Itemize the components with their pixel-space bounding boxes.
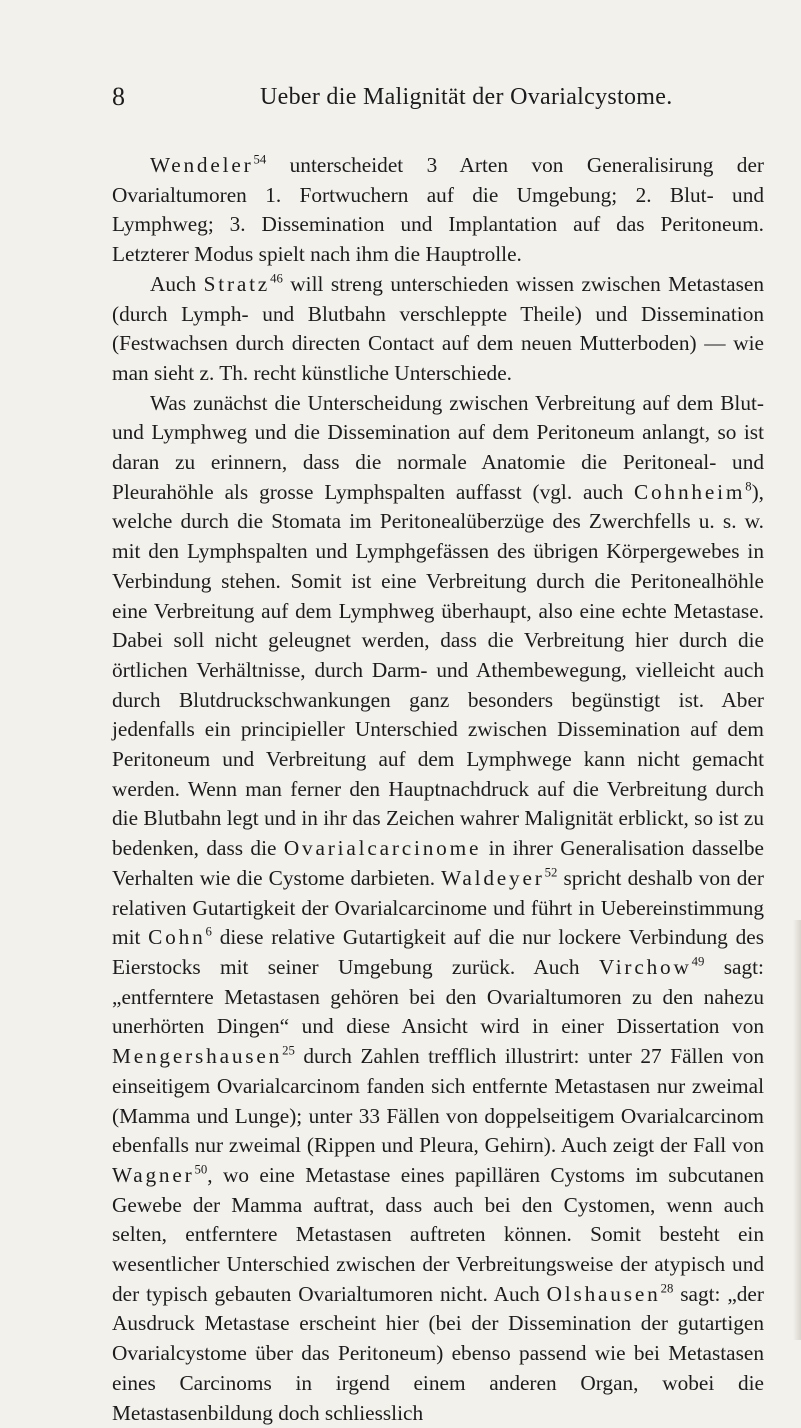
reference-number: 54 (253, 152, 267, 167)
page-edge-shadow (793, 920, 801, 1340)
author-name: Wagner (112, 1162, 195, 1187)
reference-number: 8 (745, 479, 752, 494)
paragraph-text: diese relative Gutartigkeit auf die nur lockere Verbindung des Eierstocks mit seiner Umgebung zurück. Auch (112, 925, 764, 979)
author-name: Stratz (203, 271, 271, 296)
author-name: Mengershausen (112, 1044, 283, 1069)
paragraph-text: , wo eine Metastase eines papillären Cystoms im subcutanen Gewebe der Mamma auftrat, dass auch bei den Cystomen, wenn auch selten, entferntere Metastasen auftreten können. Somit besteht ein wesentlicher Unterschied zwischen der Verbreitungsweise der atypisch und der typisch gebauten Ovarialtumoren nicht. Auch (112, 1162, 764, 1306)
paragraph-text: Was zunächst die Unterscheidung zwischen Verbreitung auf dem Blut- und Lymphweg und die Dissemination auf dem Peritoneum anlangt, so ist daran zu erinnern, dass die normale Anatomie die Peritoneal- und Pleurahöhle als grosse Lymphspalten auffasst (vgl. auch (112, 390, 764, 504)
running-title: Ueber die Malignität der Ovarialcystome. (260, 84, 673, 110)
author-name: Cohnheim (634, 479, 746, 504)
paragraph-text: will streng unterschieden wissen zwischen Metastasen (durch Lymph- und Blutbahn verschleppte Theile) und Dissemination (Festwachsen durch directen Contact auf dem neuen Mutterboden) — wie man sieht z. Th. recht künstliche Unterschiede. (112, 271, 764, 385)
author-name: Cohn (148, 925, 206, 950)
reference-number: 50 (194, 1162, 208, 1177)
paragraph-wendeler (112, 151, 764, 270)
author-name: Waldeyer (441, 865, 545, 890)
paragraph-text: in ihrer Generalisation dasselbe Verhalten wie die Cystome darbieten. (112, 836, 764, 890)
author-name: Virchow (598, 954, 692, 979)
paragraph-text: unterscheidet 3 Arten von Generalisirung der Ovarialtumoren 1. Fortwuchern auf die Umgebung; 2. Blut- und Lymphweg; 3. Dissemination und Implantation auf das Peritoneum. Letzterer Modus spielt nach ihm die Hauptrolle. (112, 153, 764, 267)
reference-number: 49 (691, 954, 705, 969)
reference-number: 28 (660, 1281, 674, 1296)
paragraph-text: spricht deshalb von der relativen Gutartigkeit der Ovarialcarcinome und führt in Uebereinstimmung mit (112, 865, 764, 950)
paragraph-main (112, 389, 764, 1428)
paragraph-text: sagt: „entferntere Metastasen gehören bei den Ovarialtumoren zu den nahezu unerhörten Dingen“ und diese Ansicht wird in einer Dissertation von (112, 954, 764, 1039)
reference-number: 6 (205, 924, 212, 939)
paragraph-text: Auch (150, 271, 204, 296)
page-header (112, 82, 761, 112)
reference-number: 46 (270, 271, 283, 286)
spaced-term: Ovarialcarcinome (283, 836, 482, 861)
page-number: 8 (112, 82, 125, 111)
reference-number: 25 (282, 1043, 295, 1058)
body-text (112, 151, 764, 1428)
paragraph-stratz (112, 270, 764, 389)
reference-number: 52 (544, 865, 558, 880)
paragraph-text: durch Zahlen trefflich illustrirt: unter 27 Fällen von einseitigem Ovarialcarcinom fanden sich entfernte Metastasen nur zweimal (Mamma und Lunge); unter 33 Fällen von doppelseitigem Ovarialcarcinom ebenfalls nur zweimal (Rippen und Pleura, Gehirn). Auch zeigt der Fall von (112, 1044, 764, 1158)
paragraph-text: ), welche durch die Stomata im Peritonealüberzüge des Zwerchfells u. s. w. mit den Lymphspalten und Lymphgefässen des übrigen Körpergewebes in Verbindung stehen. Somit ist eine Verbreitung durch die Peritonealhöhle eine Verbreitung auf dem Lymphweg überhaupt, also eine echte Metastase. Dabei soll nicht geleugnet werden, dass die Verbreitung hier durch die örtlichen Verhältnisse, durch Darm- und Athembewegung, vielleicht auch durch Blutdruckschwankungen ganz besonders begünstigt ist. Aber jedenfalls ein principieller Unterschied zwischen Dissemination auf dem Peritoneum und Verbreitung auf dem Lymphwege kann nicht gemacht werden. Wenn man ferner den Hauptnachdruck auf die Verbreitung durch die Blutbahn legt und in ihr das Zeichen wahrer Malignität erblickt, so ist zu bedenken, dass die (112, 479, 764, 861)
author-name: Wendeler (150, 153, 254, 177)
paragraph-text: sagt: „der Ausdruck Metastase erscheint hier (bei der Dissemination der gutartigen Ovarialcystome über das Peritoneum) ebenso passend wie bei Metastasen eines Carcinoms in irgend einem anderen Organ, wobei die Metastasenbildung doch schliesslich (112, 1281, 764, 1425)
author-name: Olshausen (546, 1281, 661, 1306)
